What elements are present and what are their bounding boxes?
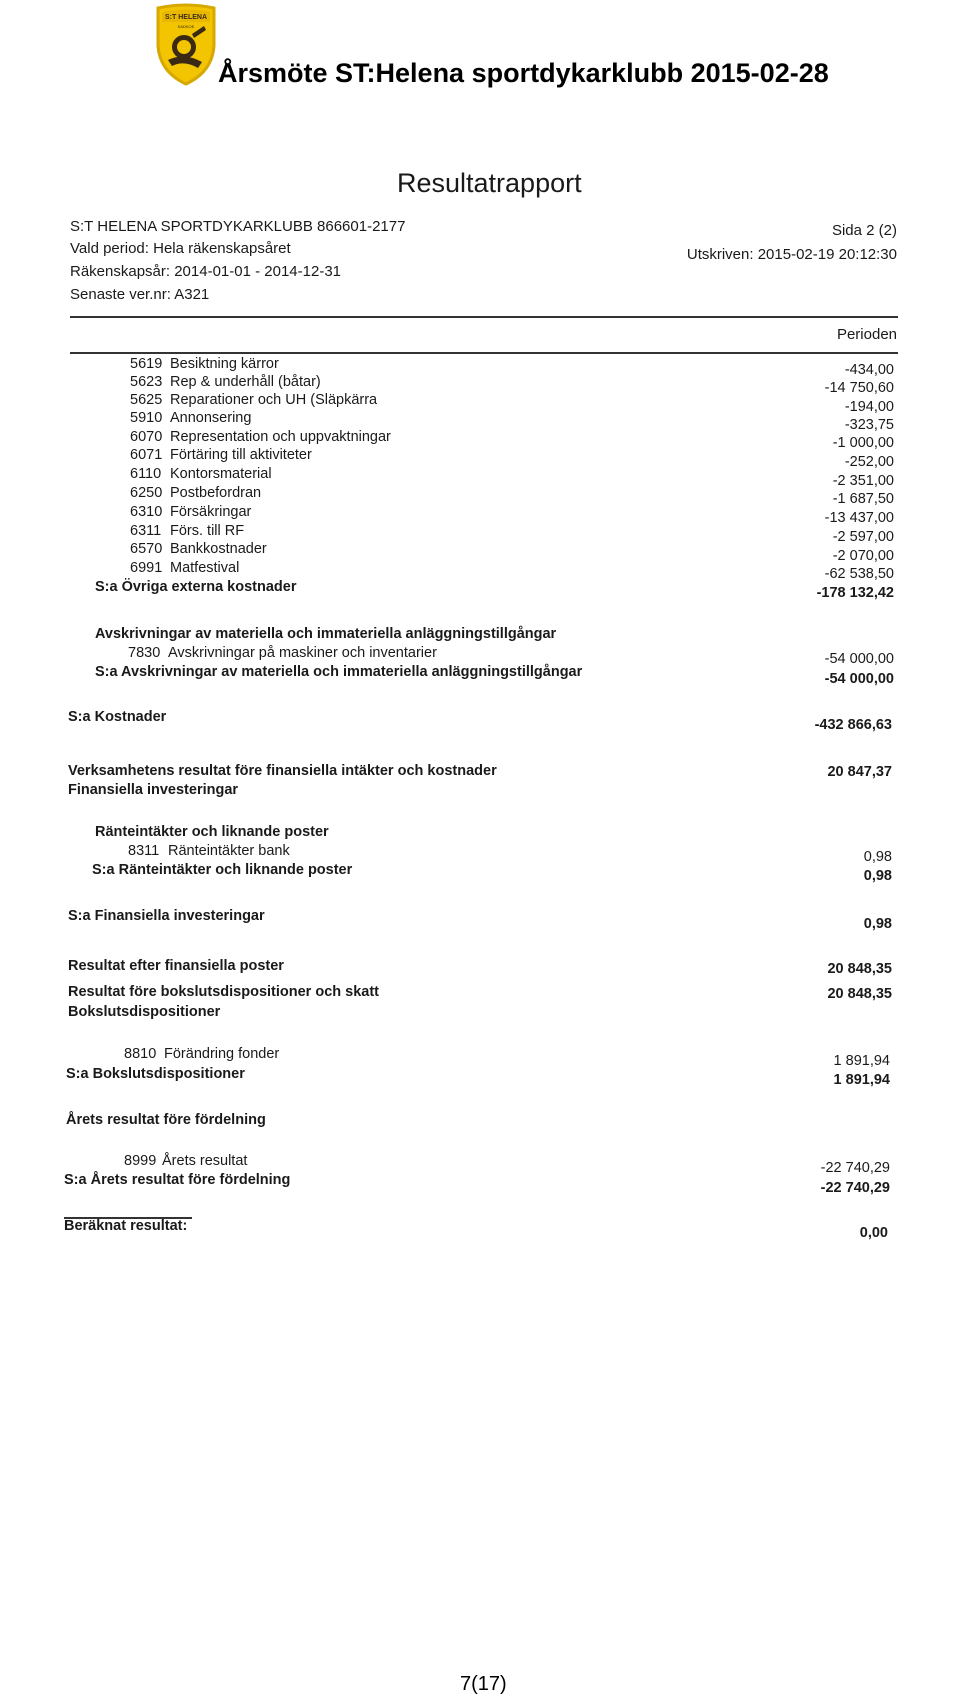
row-label: Förtäring till aktiviteter bbox=[170, 447, 312, 463]
row-label: Besiktning kärror bbox=[170, 356, 279, 372]
row-code: 6310 bbox=[130, 504, 163, 520]
section-heading: Avskrivningar av materiella och immateriella anläggningstillgångar bbox=[95, 626, 557, 642]
sum-value: -22 740,29 bbox=[820, 1180, 890, 1196]
row-code: 8999 bbox=[124, 1153, 157, 1169]
row-value: -13 437,00 bbox=[824, 510, 894, 526]
sum-label: S:a Finansiella investeringar bbox=[68, 908, 265, 924]
row-code: 5619 bbox=[130, 356, 163, 372]
row-value: -252,00 bbox=[844, 454, 894, 470]
row-label: Rep & underhåll (båtar) bbox=[170, 374, 321, 390]
sum-label: S:a Avskrivningar av materiella och immateriella anläggningstillgångar bbox=[95, 664, 583, 680]
row-value: -323,75 bbox=[844, 417, 894, 433]
row-value: -2 070,00 bbox=[832, 548, 894, 564]
row-label: Förs. till RF bbox=[170, 523, 245, 539]
result-value: 0,00 bbox=[859, 1225, 888, 1241]
row-label: Förändring fonder bbox=[164, 1046, 280, 1062]
sum-label: S:a Årets resultat före fördelning bbox=[64, 1172, 291, 1188]
column-header: Perioden bbox=[836, 326, 897, 343]
latest-ver-text: Senaste ver.nr: A321 bbox=[70, 286, 210, 303]
row-label: Kontorsmaterial bbox=[170, 466, 272, 482]
row-value: -54 000,00 bbox=[824, 651, 894, 667]
page-footer: 7(17) bbox=[460, 1673, 507, 1695]
row-code: 8311 bbox=[128, 843, 160, 859]
row-value: -194,00 bbox=[844, 399, 894, 415]
row-code: 5623 bbox=[130, 374, 163, 390]
result-label: Beräknat resultat: bbox=[64, 1218, 188, 1234]
row-value: -434,00 bbox=[844, 362, 894, 378]
logo-text: S:T HELENA bbox=[165, 14, 207, 21]
sum-label: S:a Kostnader bbox=[68, 709, 167, 725]
section-heading: Finansiella investeringar bbox=[68, 782, 239, 798]
row-value: 0,98 bbox=[863, 849, 892, 865]
row-label: Postbefordran bbox=[170, 485, 262, 501]
result-label: Verksamhetens resultat före finansiella intäkter och kostnader bbox=[68, 763, 497, 779]
row-value: -22 740,29 bbox=[820, 1160, 890, 1176]
row-code: 6250 bbox=[130, 485, 163, 501]
row-value: -14 750,60 bbox=[824, 380, 894, 396]
row-code: 5625 bbox=[130, 392, 163, 408]
printed-date: Utskriven: 2015-02-19 20:12:30 bbox=[686, 246, 897, 263]
row-label: Försäkringar bbox=[170, 504, 252, 520]
shield-icon bbox=[154, 2, 218, 86]
sum-value: 1 891,94 bbox=[833, 1072, 890, 1088]
row-label: Bankkostnader bbox=[170, 541, 267, 557]
sum-value: -54 000,00 bbox=[824, 671, 894, 687]
row-code: 6570 bbox=[130, 541, 163, 557]
sum-label: S:a Ränteintäkter och liknande poster bbox=[92, 862, 353, 878]
row-code: 6311 bbox=[130, 523, 162, 539]
row-code: 7830 bbox=[128, 645, 161, 661]
result-value: 20 847,37 bbox=[827, 764, 892, 780]
page-title: Årsmöte ST:Helena sportdykarklubb 2015-02-28 bbox=[218, 58, 829, 88]
row-value: -1 000,00 bbox=[832, 435, 894, 451]
divider bbox=[70, 316, 898, 318]
result-label: Resultat efter finansiella poster bbox=[68, 958, 284, 974]
club-logo bbox=[154, 2, 218, 86]
sum-label: S:a Bokslutsdispositioner bbox=[66, 1066, 245, 1082]
row-code: 5910 bbox=[130, 410, 163, 426]
logo-subtext: SADKOE bbox=[177, 24, 195, 29]
sum-value: 0,98 bbox=[863, 916, 892, 932]
row-label: Årets resultat bbox=[162, 1153, 248, 1169]
report-title: Resultatrapport bbox=[397, 168, 582, 198]
divider bbox=[70, 352, 898, 354]
row-value: -2 597,00 bbox=[832, 529, 894, 545]
section-heading: Ränteintäkter och liknande poster bbox=[95, 824, 329, 840]
row-label: Representation och uppvaktningar bbox=[170, 429, 391, 445]
row-value: -62 538,50 bbox=[824, 566, 894, 582]
sum-label: S:a Övriga externa kostnader bbox=[95, 579, 297, 595]
sum-value: 0,98 bbox=[863, 868, 892, 884]
result-label: Resultat före bokslutsdispositioner och skatt bbox=[68, 984, 379, 1000]
row-value: 1 891,94 bbox=[833, 1053, 890, 1069]
row-label: Matfestival bbox=[170, 560, 240, 576]
result-value: 20 848,35 bbox=[827, 961, 892, 977]
section-heading: Årets resultat före fördelning bbox=[66, 1112, 266, 1128]
result-value: 20 848,35 bbox=[827, 986, 892, 1002]
row-code: 8810 bbox=[124, 1046, 157, 1062]
row-label: Ränteintäkter bank bbox=[168, 843, 290, 859]
row-code: 6991 bbox=[130, 560, 163, 576]
row-label: Avskrivningar på maskiner och inventarier bbox=[168, 645, 437, 661]
org-name: S:T HELENA SPORTDYKARKLUBB 866601-2177 bbox=[70, 218, 406, 235]
row-code: 6070 bbox=[130, 429, 163, 445]
row-label: Reparationer och UH (Släpkärra bbox=[170, 392, 378, 408]
sum-value: -432 866,63 bbox=[814, 717, 892, 733]
row-label: Annonsering bbox=[170, 410, 252, 426]
period-text: Vald period: Hela räkenskapsåret bbox=[70, 240, 291, 257]
page-number: Sida 2 (2) bbox=[831, 222, 897, 239]
row-code: 6110 bbox=[130, 466, 162, 482]
section-heading: Bokslutsdispositioner bbox=[68, 1004, 221, 1020]
sum-value: -178 132,42 bbox=[816, 585, 894, 601]
row-code: 6071 bbox=[130, 447, 163, 463]
row-value: -1 687,50 bbox=[832, 491, 894, 507]
row-value: -2 351,00 bbox=[832, 473, 894, 489]
fiscal-year-text: Räkenskapsår: 2014-01-01 - 2014-12-31 bbox=[70, 263, 342, 280]
